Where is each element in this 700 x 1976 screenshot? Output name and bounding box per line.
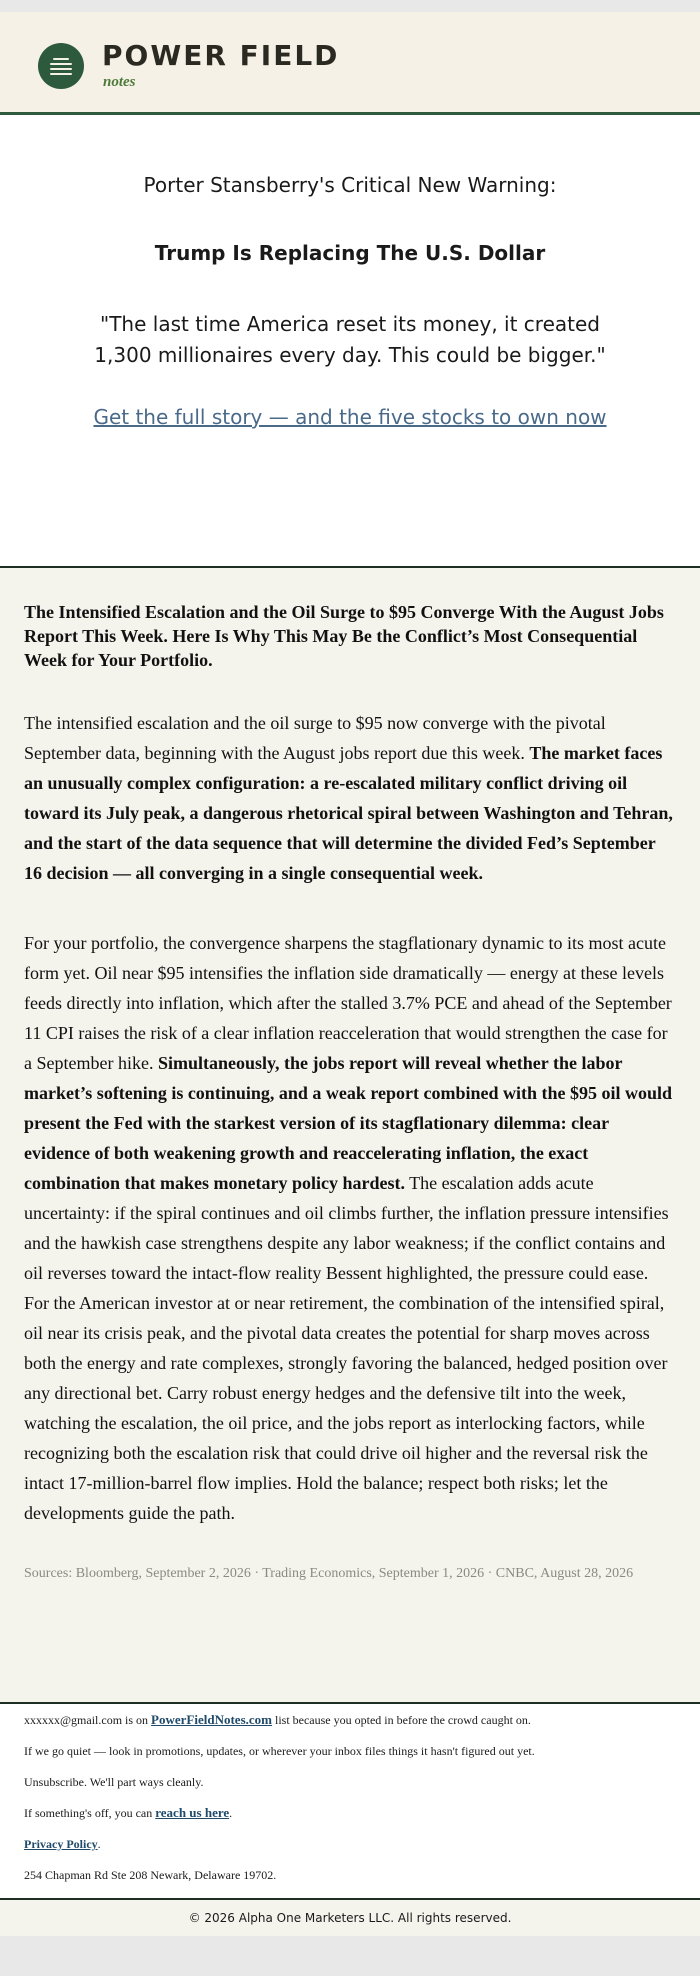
footer xyxy=(0,1702,700,1900)
footer-email-note xyxy=(24,1712,676,1728)
promo-title: Porter Stansberry's Critical New Warning: xyxy=(143,173,557,197)
promo-quote: "The last time America reset its money, it created 1,300 millionaires every day. This could be bigger." xyxy=(94,312,606,367)
paragraph-bold-text: Simultaneously, the jobs report will reveal whether the labor market’s softening is continuing, and a weak report combined with the $95 oil would present the Fed with the starkest version of its stagflationary dilemma: clear evidence of both weakening growth and reaccelerating inflation, the exact combination that makes monetary policy hardest. xyxy=(24,1053,673,1193)
article-paragraph-1 xyxy=(24,708,676,888)
promo-link[interactable]: Get the full story — and the five stocks to own now xyxy=(93,405,607,429)
privacy-policy-link[interactable]: Privacy Policy xyxy=(24,1837,98,1851)
footer-text: . xyxy=(97,1837,101,1851)
sources-note: Sources: Bloomberg, September 2, 2026 · Trading Economics, September 1, 2026 · CNBC, August 28, 2026 xyxy=(24,1566,634,1581)
footer-text: If something's off, you can xyxy=(24,1806,156,1820)
header xyxy=(0,12,700,115)
footer-contact-note xyxy=(24,1805,676,1821)
footer-text: xxxxxx@gmail.com is on xyxy=(24,1713,152,1727)
footer-text: list because you opted in before the crowd caught on. xyxy=(271,1713,531,1727)
footer-privacy xyxy=(24,1836,676,1852)
bottom-bar xyxy=(0,1936,700,1959)
contact-link[interactable]: reach us here xyxy=(155,1805,230,1820)
footer-quiet-note: If we go quiet — look in promotions, updates, or wherever your inbox files things it hasn't figured out yet. xyxy=(24,1744,535,1758)
copyright: © 2026 Alpha One Marketers LLC. All rights reserved. xyxy=(0,1900,700,1936)
paragraph-text: The intensified escalation and the oil surge to $95 now converge with the pivotal September data, beginning with the August jobs report due this week. xyxy=(24,713,606,763)
brand-subtitle: notes xyxy=(103,74,136,90)
brand-name: POWER FIELD xyxy=(102,39,340,72)
article xyxy=(0,568,700,1702)
article-headline: The Intensified Escalation and the Oil Surge to $95 Converge With the August Jobs Report This Week. Here Is Why This May Be the Conflict’s Most Consequential Week for Your Portfolio. xyxy=(24,602,664,670)
promo-section xyxy=(0,115,700,568)
paragraph-text: For your portfolio, the convergence sharpens the stagflationary dynamic to its most acute form yet. Oil near $95 intensifies the inflation side dramatically — energy at these levels feeds directly into inflation, which after the stalled 3.7% PCE and ahead of the September 11 CPI raises the risk of a clear inflation reacceleration that would strengthen the case for a September hike. xyxy=(24,933,672,1073)
article-paragraph-2 xyxy=(24,928,676,1528)
paragraph-bold-text: The market faces an unusually complex configuration: a re-escalated military conflict driving oil toward its July peak, a dangerous rhetorical spiral between Washington and Tehran, and the start of the data sequence that will determine the divided Fed’s September 16 decision — all converging in a single consequential week. xyxy=(24,743,673,883)
footer-text: . xyxy=(229,1806,233,1820)
logo-icon xyxy=(38,43,84,89)
site-link[interactable]: PowerFieldNotes.com xyxy=(151,1712,272,1727)
unsubscribe-text[interactable]: Unsubscribe. We'll part ways cleanly. xyxy=(24,1775,204,1789)
paragraph-text: The escalation adds acute uncertainty: if the spiral continues and oil climbs further, the inflation pressure intensifies and the hawkish case strengthens despite any labor weakness; if the conflict contains and oil reverses toward the intact-flow reality Bessent highlighted, the pressure could ease. For the American investor at or near retirement, the combination of the intensified spiral, oil near its crisis peak, and the pivotal data creates the potential for sharp moves across both the energy and rate complexes, strongly favoring the balanced, hedged position over any directional bet. Carry robust energy hedges and the defensive tilt into the week, watching the escalation, the oil price, and the jobs report as interlocking factors, while recognizing both the escalation risk that could drive oil higher and the reversal risk the intact 17-million-barrel flow implies. Hold the balance; respect both risks; let the developments guide the path. xyxy=(24,1173,669,1523)
top-bar xyxy=(0,0,700,12)
footer-address: 254 Chapman Rd Ste 208 Newark, Delaware 19702. xyxy=(24,1868,277,1882)
promo-headline: Trump Is Replacing The U.S. Dollar xyxy=(154,241,546,265)
